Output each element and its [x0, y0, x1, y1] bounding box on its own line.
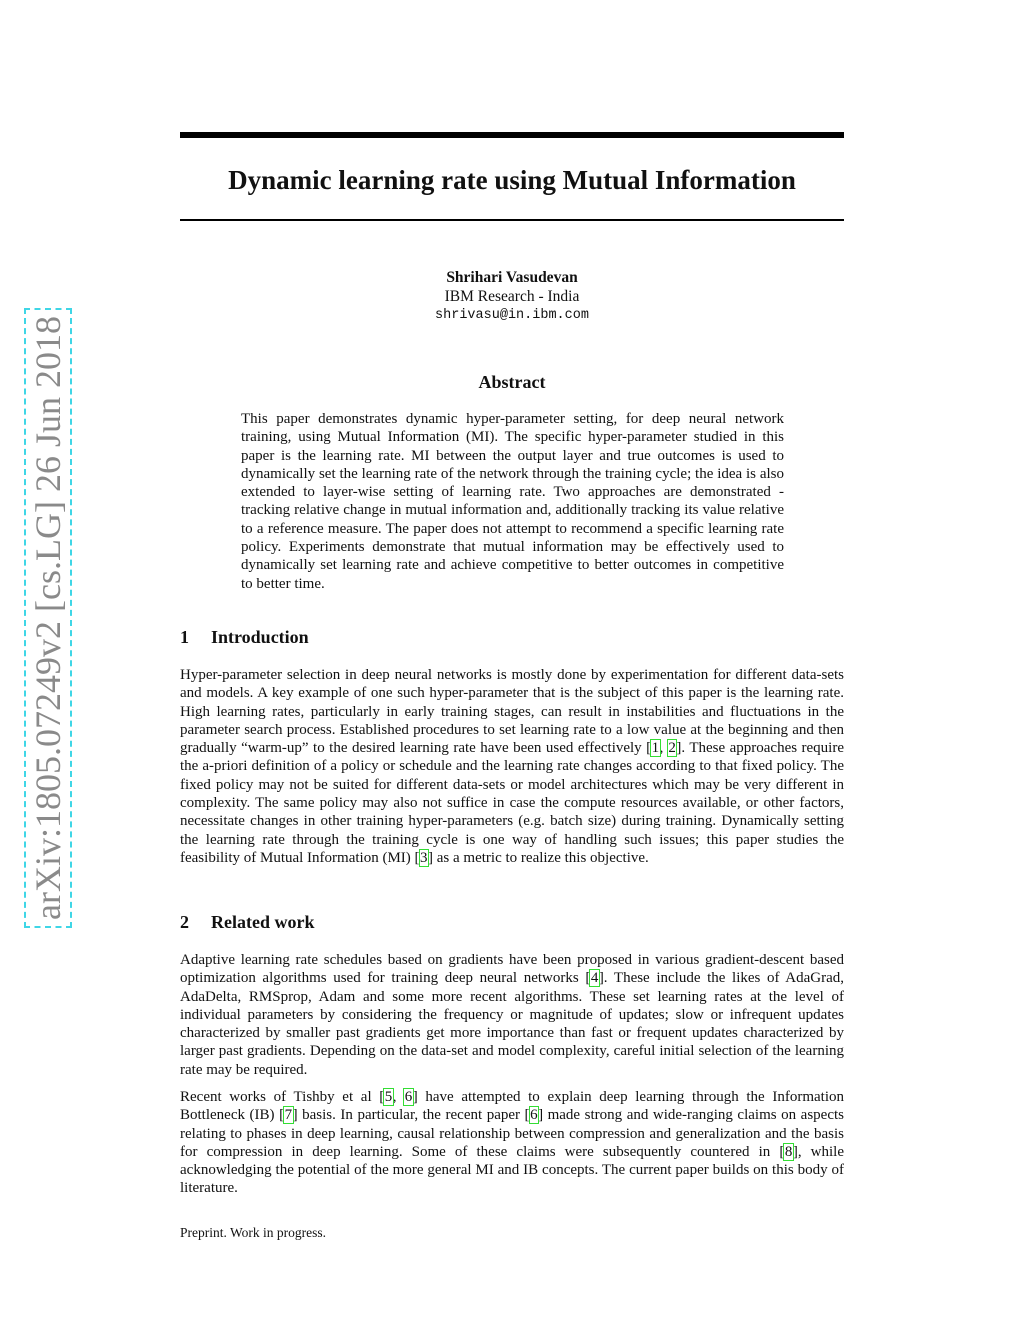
- citation-link[interactable]: 3: [420, 849, 428, 866]
- citation-link[interactable]: 6: [530, 1107, 538, 1124]
- citation-link[interactable]: 6: [404, 1089, 413, 1105]
- paragraph-text: ] have attempted to explain deep learning through the Information Bottleneck (IB) [: [180, 1089, 845, 1124]
- abstract-text: This paper demonstrates dynamic hyper-parameter setting, for deep neural network training, using Mutual Information (MI). The specific hyper-parameter studied in this paper is the learning rate. MI between the output layer and true outcomes is used to dynamically set the learning rate of the network through the training cycle; the idea is also extended to layer-wise setting of learning rate. Two approaches are demonstrated - tracking relative change in mutual information and, additionally tracking its value relative to a reference measure. The paper does not attempt to recommend a specific learning rate policy. Experiments demonstrate that mutual information may be effectively used to dynamically set learning rate and achieve competitive to better outcomes in competitive to better time.: [241, 411, 784, 592]
- author-affiliation: IBM Research - India: [444, 288, 580, 305]
- citation-link[interactable]: 2: [668, 740, 676, 757]
- paragraph-text: Hyper-parameter selection in deep neural networks is mostly done by experimentation for different data-sets and models. A key example of one such hyper-parameter that is the subject of this paper is the learning rate. High learning rates, particularly in early training stages, can result in instabilities and fluctuations in the parameter search process. Established procedures to set learning rate to a low value at the beginning and then gradually “warm-up” to the desired learning rate have been used effectively [: [180, 667, 844, 757]
- title-bottom-rule: [180, 219, 844, 221]
- citation-link[interactable]: 1: [651, 740, 660, 757]
- author-email[interactable]: shrivasu@in.ibm.com: [435, 308, 589, 323]
- section-number: 2: [180, 912, 189, 932]
- author-name: Shrihari Vasudevan: [446, 269, 578, 286]
- introduction-paragraph: [180, 666, 844, 867]
- paragraph-text: ]. These include the likes of AdaGrad, AdaDelta, RMSprop, Adam and some more recent algorithms. These set learning rates at the level of individual parameters by considering the frequency or magnitude of updates; slow or infrequent updates characterized by smaller past gradients get more importance than fast or frequent updates characterized by larger past gradients. Depending on the data-set and model complexity, careful initial selection of the learning rate may be required.: [180, 970, 844, 1078]
- arxiv-stamp[interactable]: arXiv:1805.07249v2 [cs.LG] 26 Jun 2018: [24, 308, 72, 928]
- paragraph-text: Recent works of Tishby et al [: [180, 1089, 385, 1105]
- abstract-heading: Abstract: [478, 372, 546, 392]
- citation-link[interactable]: 7: [284, 1107, 293, 1124]
- paragraph-text: ]. These approaches require the a-priori definition of a policy or schedule and the learning rate changes according to that fixed policy. The fixed policy may not be suited for different data-sets or model architectures which may be very different in complexity. The same policy may also not suffice in case the compute resources available, or other factors, necessitate changes in other training hyper-parameters (e.g. batch size) during training. Dynamically setting the learning rate through the training cycle is one way of handling such issues; this paper studies the feasibility of Mutual Information (MI) [: [180, 740, 845, 866]
- paragraph-text: ] as a metric to realize this objective.: [428, 849, 649, 866]
- citation-separator: ,: [392, 1089, 405, 1105]
- citation-separator: ,: [659, 740, 668, 757]
- citation-link[interactable]: 5: [384, 1089, 393, 1105]
- section-heading-introduction: [180, 625, 844, 649]
- section-heading-related-work: [180, 910, 844, 934]
- paragraph-text: Adaptive learning rate schedules based on gradients have been proposed in various gradient-descent based optimization algorithms used for training deep neural networks [: [180, 952, 844, 987]
- related-work-paragraph-1: [180, 951, 844, 1079]
- title-top-rule: [180, 132, 844, 138]
- paragraph-text: ], while acknowledging the potential of the more general MI and IB concepts. The current paper builds on this body of literature.: [180, 1143, 844, 1197]
- related-work-paragraph-2: [180, 1088, 844, 1198]
- section-title: Related work: [211, 912, 315, 932]
- author-block: [180, 268, 844, 325]
- citation-link[interactable]: 4: [590, 970, 599, 987]
- section-number: 1: [180, 627, 189, 647]
- paragraph-text: ] made strong and wide-ranging claims on aspects relating to phases in deep learning, causal relationship between compression and generalization and the basis for compression in deep learning. Some of these claims were subsequently countered in [: [180, 1107, 844, 1160]
- footer-note: Preprint. Work in progress.: [180, 1225, 327, 1240]
- paper-title: Dynamic learning rate using Mutual Information: [228, 165, 796, 195]
- section-title: Introduction: [211, 627, 309, 647]
- paragraph-text: ] basis. In particular, the recent paper [: [292, 1107, 530, 1124]
- citation-link[interactable]: 8: [784, 1143, 793, 1160]
